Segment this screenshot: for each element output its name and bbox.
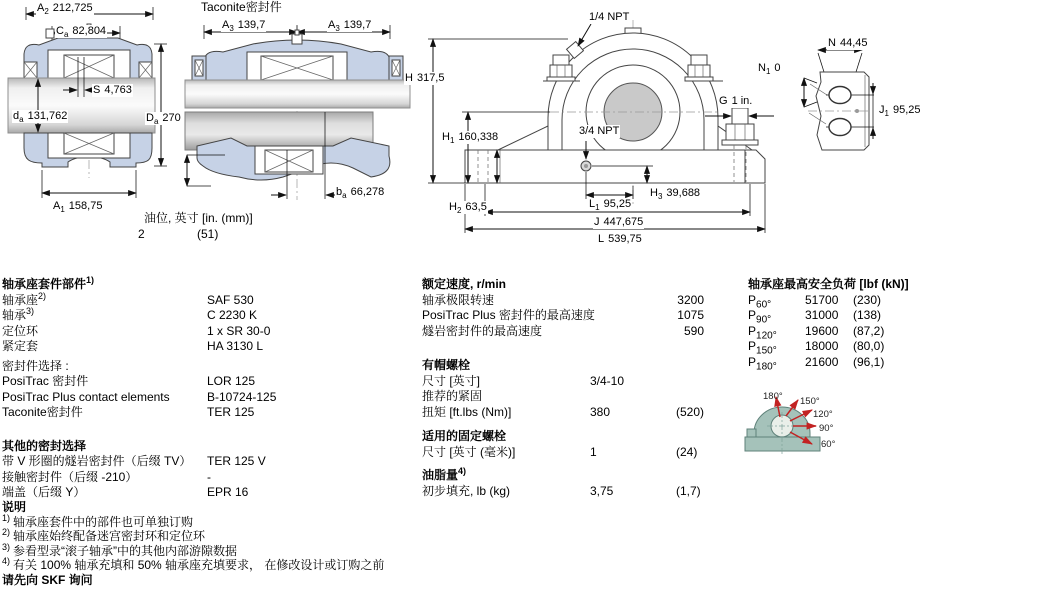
dim-a2: $A_2$ 212,725: [37, 2, 93, 17]
table-row: [2, 469, 211, 486]
spec-value: EPR 16: [207, 485, 249, 499]
label-taconite-seal: Taconite密封件: [201, 0, 282, 14]
value-oil-mm: (51): [197, 227, 219, 241]
table-row: [422, 323, 704, 340]
spec-label: 燧岩密封件的最高速度: [422, 323, 543, 338]
dim-Da-housing: $D_a$ 270: [146, 112, 181, 127]
spec-label: 轴承极限转速: [422, 292, 495, 307]
load-label: $P_{90^\circ}$: [748, 308, 772, 326]
spec-label: 紧定套: [2, 339, 39, 353]
bolt-hole-bottom: [829, 119, 851, 136]
spec-label: PosiTrac Plus 密封件的最高速度: [422, 308, 595, 322]
dim-ba: $b_a$ 66,278: [336, 186, 385, 201]
table-row: [748, 308, 909, 324]
dim-j: J 447,675: [594, 216, 644, 228]
anchor-bolt: [732, 108, 748, 124]
dim-a3-right: $A_3$ 139,7: [328, 19, 372, 34]
dim-n1: $N_1$ 0: [758, 62, 781, 77]
spec-label: Taconite密封件: [2, 405, 83, 419]
spec-label: 轴承座$^{2)}$: [2, 290, 47, 307]
load-value-kn: (87,2): [853, 323, 885, 338]
grease-title: 油脂量$^{4)}$: [422, 466, 467, 482]
dim-h3: $H_3$ 39,688: [650, 187, 701, 202]
load-value-lbf: 21600: [805, 354, 839, 369]
dim-h2: $H_2$ 63,5: [449, 201, 487, 216]
base-plate-drawing: [800, 20, 945, 155]
dim-a1: $A_1$ 158,75: [53, 200, 103, 215]
notes-title: 说明: [2, 500, 27, 514]
footnotes: [2, 500, 384, 587]
diagram-base: [745, 437, 820, 451]
table-row: [422, 373, 625, 390]
spec-label: 初步填充, lb (kg): [422, 483, 511, 498]
dim-ca: $C_a$ 82,804: [56, 25, 107, 40]
spec-value: HA 3130 L: [207, 339, 264, 353]
components-title: 轴承座套件部件$^{1)}$: [2, 275, 95, 291]
shaft-upper: [185, 80, 410, 108]
table-row: [2, 374, 256, 390]
load-value-kn: (80,0): [853, 339, 885, 353]
anchor-bolts-title: 适用的固定螺栓: [422, 429, 507, 443]
load-value-lbf: 19600: [805, 323, 839, 338]
spec-value-alt: (520): [676, 404, 705, 419]
spec-label: PosiTrac 密封件: [2, 374, 89, 388]
spec-value: LOR 125: [207, 374, 256, 388]
label-npt-quarter: 1/4 NPT: [589, 11, 630, 23]
dim-h: H 317,5: [405, 72, 445, 84]
dim-l1: $L_1$ 95,25: [589, 198, 632, 213]
spec-label: PosiTrac Plus contact elements: [2, 389, 170, 404]
spec-value: 380: [590, 404, 611, 419]
table-row: [422, 292, 704, 309]
cap-bolts-title: 有帽螺栓: [422, 358, 471, 372]
load-label: $P_{60^\circ}$: [748, 292, 772, 310]
housing-base-side: [465, 150, 765, 183]
angle-label-90: 90°: [819, 423, 834, 434]
spec-value: 3,75: [590, 483, 614, 498]
shaft: [8, 78, 155, 133]
spec-value-alt: (24): [676, 444, 698, 459]
load-label: $P_{120^\circ}$: [748, 323, 777, 341]
spec-value: 1075: [677, 308, 704, 322]
loads-title: 轴承座最高安全负荷 [lbf (kN)]: [748, 277, 909, 291]
spec-value: B-10724-125: [207, 389, 277, 404]
angle-label-180: 180°: [763, 391, 783, 402]
spec-label: 定位环: [2, 323, 39, 338]
table-row: [422, 404, 705, 421]
spec-label: 轴承$^{3)}$: [2, 306, 35, 322]
spec-value: TER 125 V: [207, 454, 266, 468]
angle-label-150: 150°: [800, 396, 820, 407]
spec-value: 1 x SR 30-0: [207, 323, 271, 338]
table-row: [748, 339, 909, 355]
table-row: [422, 389, 595, 405]
table-row: [748, 293, 909, 309]
load-label: $P_{150^\circ}$: [748, 339, 777, 357]
label-npt-threequarter: 3/4 NPT: [579, 125, 620, 137]
label-oil-level: 油位, 英寸 [in. (mm)]: [144, 211, 253, 225]
note-footer: 请先向 SKF 询问: [2, 572, 93, 587]
spec-label: 尺寸 [英寸 (毫米)]: [422, 444, 516, 459]
table-row: [422, 444, 698, 461]
load-value-kn: (96,1): [853, 354, 885, 369]
dim-a3-left: $A_3$ 139,7: [222, 19, 266, 34]
load-value-kn: (138): [853, 308, 882, 322]
spec-value-alt: (1,7): [676, 483, 701, 498]
table-row: [2, 485, 249, 501]
spec-value: TER 125: [207, 405, 255, 419]
spec-value: C 2230 K: [207, 308, 258, 322]
speeds-bolts-table: [422, 277, 705, 499]
table-row: [2, 454, 266, 470]
spec-value: SAF 530: [207, 292, 254, 307]
table-row: [748, 324, 909, 340]
note-item: $^{4)}$ 有关 100% 轴承充填和 50% 轴承座充填要求， 在修改设计或订购之前: [2, 556, 385, 572]
cap-bolt-left: [553, 55, 569, 65]
load-value-kn: (230): [853, 292, 882, 307]
dim-l: L 539,75: [598, 233, 642, 245]
cap-bolt-right: [691, 55, 707, 65]
table-row: [422, 483, 701, 500]
table-row: [2, 389, 277, 406]
angle-label-60: 60°: [821, 439, 836, 450]
table-row: [2, 323, 271, 340]
load-value-lbf: 31000: [805, 308, 839, 322]
load-value-lbf: 51700: [805, 292, 839, 307]
spec-label: 端盖（后缀 Y）: [2, 485, 86, 499]
note-item: $^{3)}$ 参看型录“滚子轴承”中的其他内部游隙数据: [2, 541, 238, 558]
dim-j1: $J_1$ 95,25: [879, 104, 921, 119]
value-oil-in: 2: [138, 227, 145, 241]
dim-h1: $H_1$ 160,338: [442, 131, 499, 146]
load-angle-diagram: [740, 388, 855, 478]
table-row: [2, 306, 258, 324]
spec-value: 3200: [677, 292, 704, 307]
other-seals-title: 其他的密封选择: [2, 438, 87, 453]
spec-value: 3/4-10: [590, 373, 625, 388]
load-label: $P_{180^\circ}$: [748, 354, 777, 372]
load-value-lbf: 18000: [805, 339, 839, 353]
spec-value: 1: [590, 444, 597, 459]
spec-label: 接触密封件（后缀 -210）: [2, 469, 138, 484]
spec-label: 推荐的紧固: [422, 389, 483, 403]
table-row: [748, 355, 909, 371]
spec-label: 尺寸 [英寸]: [422, 373, 481, 388]
spec-value: 590: [683, 323, 704, 338]
bolt-hole-top: [829, 87, 851, 104]
spec-value: -: [207, 469, 211, 484]
dim-s: S 4,763: [93, 84, 132, 96]
dim-da-shaft: $d_a$ 131,762: [13, 110, 68, 125]
seal-options-title: 密封件选择 :: [2, 358, 69, 373]
dim-g: G 1 in.: [719, 95, 753, 107]
safe-loads-table: [748, 277, 909, 370]
spec-label: 带 V 形圈的燧岩密封件（后缀 TV）: [2, 454, 192, 468]
note-item: $^{1)}$ 轴承座套件中的部件也可单独订购: [2, 512, 194, 529]
spec-label: 扭矩 [ft.lbs (Nm)]: [422, 404, 512, 419]
speeds-title: 额定速度, r/min: [422, 277, 507, 291]
table-row: [2, 405, 255, 421]
table-row: [2, 339, 264, 355]
dim-n: N 44,45: [828, 37, 868, 49]
angle-label-120: 120°: [813, 409, 833, 420]
note-item: $^{2)}$ 轴承座始终配备迷宫密封环和定位环: [2, 527, 206, 543]
table-row: [422, 308, 704, 324]
components-table: [2, 275, 277, 501]
